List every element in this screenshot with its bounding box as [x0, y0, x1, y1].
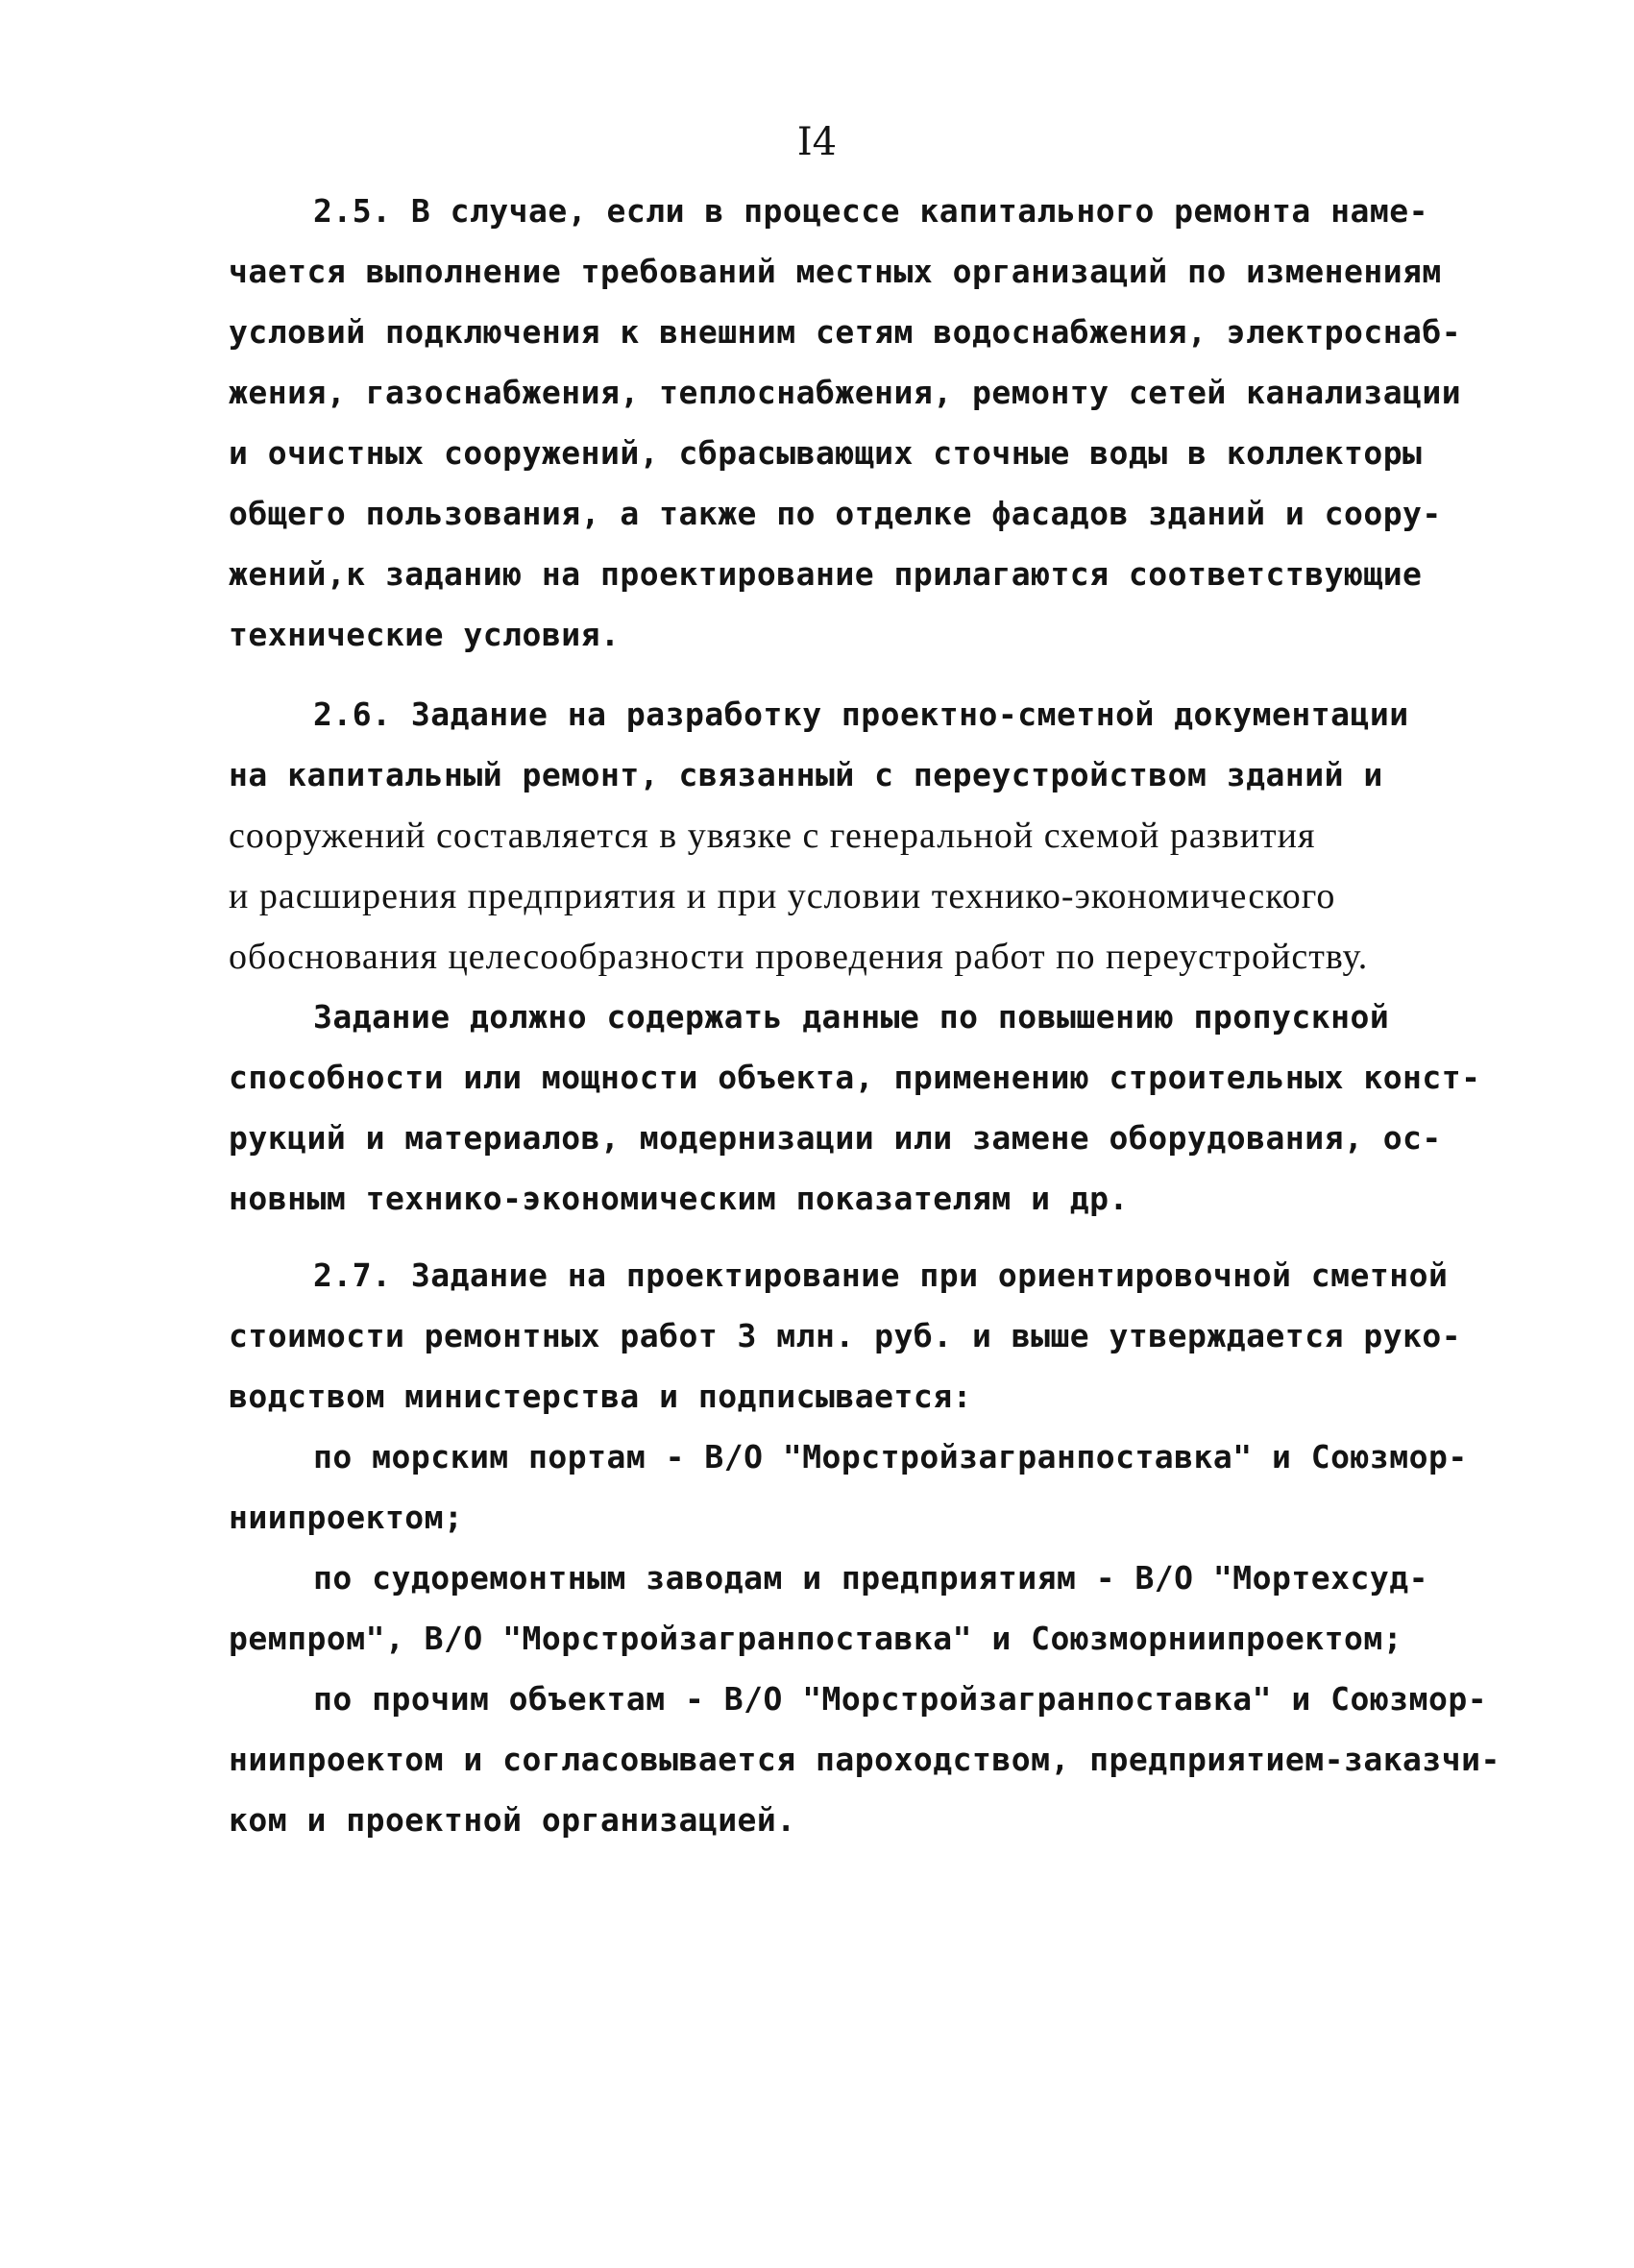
- page-number: I4: [796, 120, 838, 164]
- text-line: общего пользования, а также по отделке фасадов зданий и соору-: [229, 495, 1442, 532]
- text-line: ниипроектом и согласовывается пароходством, предприятием-заказчи-: [229, 1741, 1500, 1778]
- text-line: рукций и материалов, модернизации или замене оборудования, ос-: [229, 1119, 1442, 1157]
- text-line: Задание должно содержать данные по повышению пропускной: [313, 998, 1390, 1036]
- text-line: жений,к заданию на проектирование прилагаются соответствующие: [229, 555, 1423, 593]
- text-line: сооружений составляется в увязке с генеральной схемой развития: [229, 816, 1316, 856]
- text-line: чается выполнение требований местных организаций по изменениям: [229, 253, 1442, 290]
- text-line: и очистных сооружений, сбрасывающих сточные воды в коллекторы: [229, 434, 1423, 472]
- text-line: обоснования целесообразности проведения работ по переустройству.: [229, 937, 1369, 977]
- text-line: и расширения предприятия и при условии технико-экономического: [229, 876, 1336, 916]
- text-line: жения, газоснабжения, теплоснабжения, ремонту сетей канализации: [229, 374, 1462, 411]
- text-line: водством министерства и подписывается:: [229, 1378, 972, 1415]
- text-line: 2.7. Задание на проектирование при ориентировочной сметной: [313, 1256, 1449, 1294]
- text-line: условий подключения к внешним сетям водоснабжения, электроснаб-: [229, 313, 1462, 351]
- text-line: новным технико-экономическим показателям и др.: [229, 1180, 1129, 1217]
- text-line: стоимости ремонтных работ 3 млн. руб. и выше утверждается руко-: [229, 1317, 1462, 1354]
- text-line: 2.6. Задание на разработку проектно-сметной документации: [313, 695, 1409, 733]
- text-line: способности или мощности объекта, применению строительных конст-: [229, 1059, 1481, 1096]
- text-line: на капитальный ремонт, связанный с переустройством зданий и: [229, 756, 1383, 793]
- text-line: ниипроектом;: [229, 1499, 464, 1536]
- text-line: 2.5. В случае, если в процессе капитального ремонта наме-: [313, 192, 1428, 230]
- text-line: по прочим объектам - В/О "Морстройзагранпоставка" и Союзмор-: [313, 1680, 1488, 1718]
- text-line: по судоремонтным заводам и предприятиям - В/О "Мортехсуд-: [313, 1559, 1428, 1597]
- text-line: по морским портам - В/О "Морстройзагранпоставка" и Союзмор-: [313, 1438, 1468, 1475]
- text-line: технические условия.: [229, 616, 621, 653]
- text-line: ком и проектной организацией.: [229, 1801, 796, 1839]
- text-line: ремпром", В/О "Морстройзагранпоставка" и Союзморниипроектом;: [229, 1620, 1403, 1657]
